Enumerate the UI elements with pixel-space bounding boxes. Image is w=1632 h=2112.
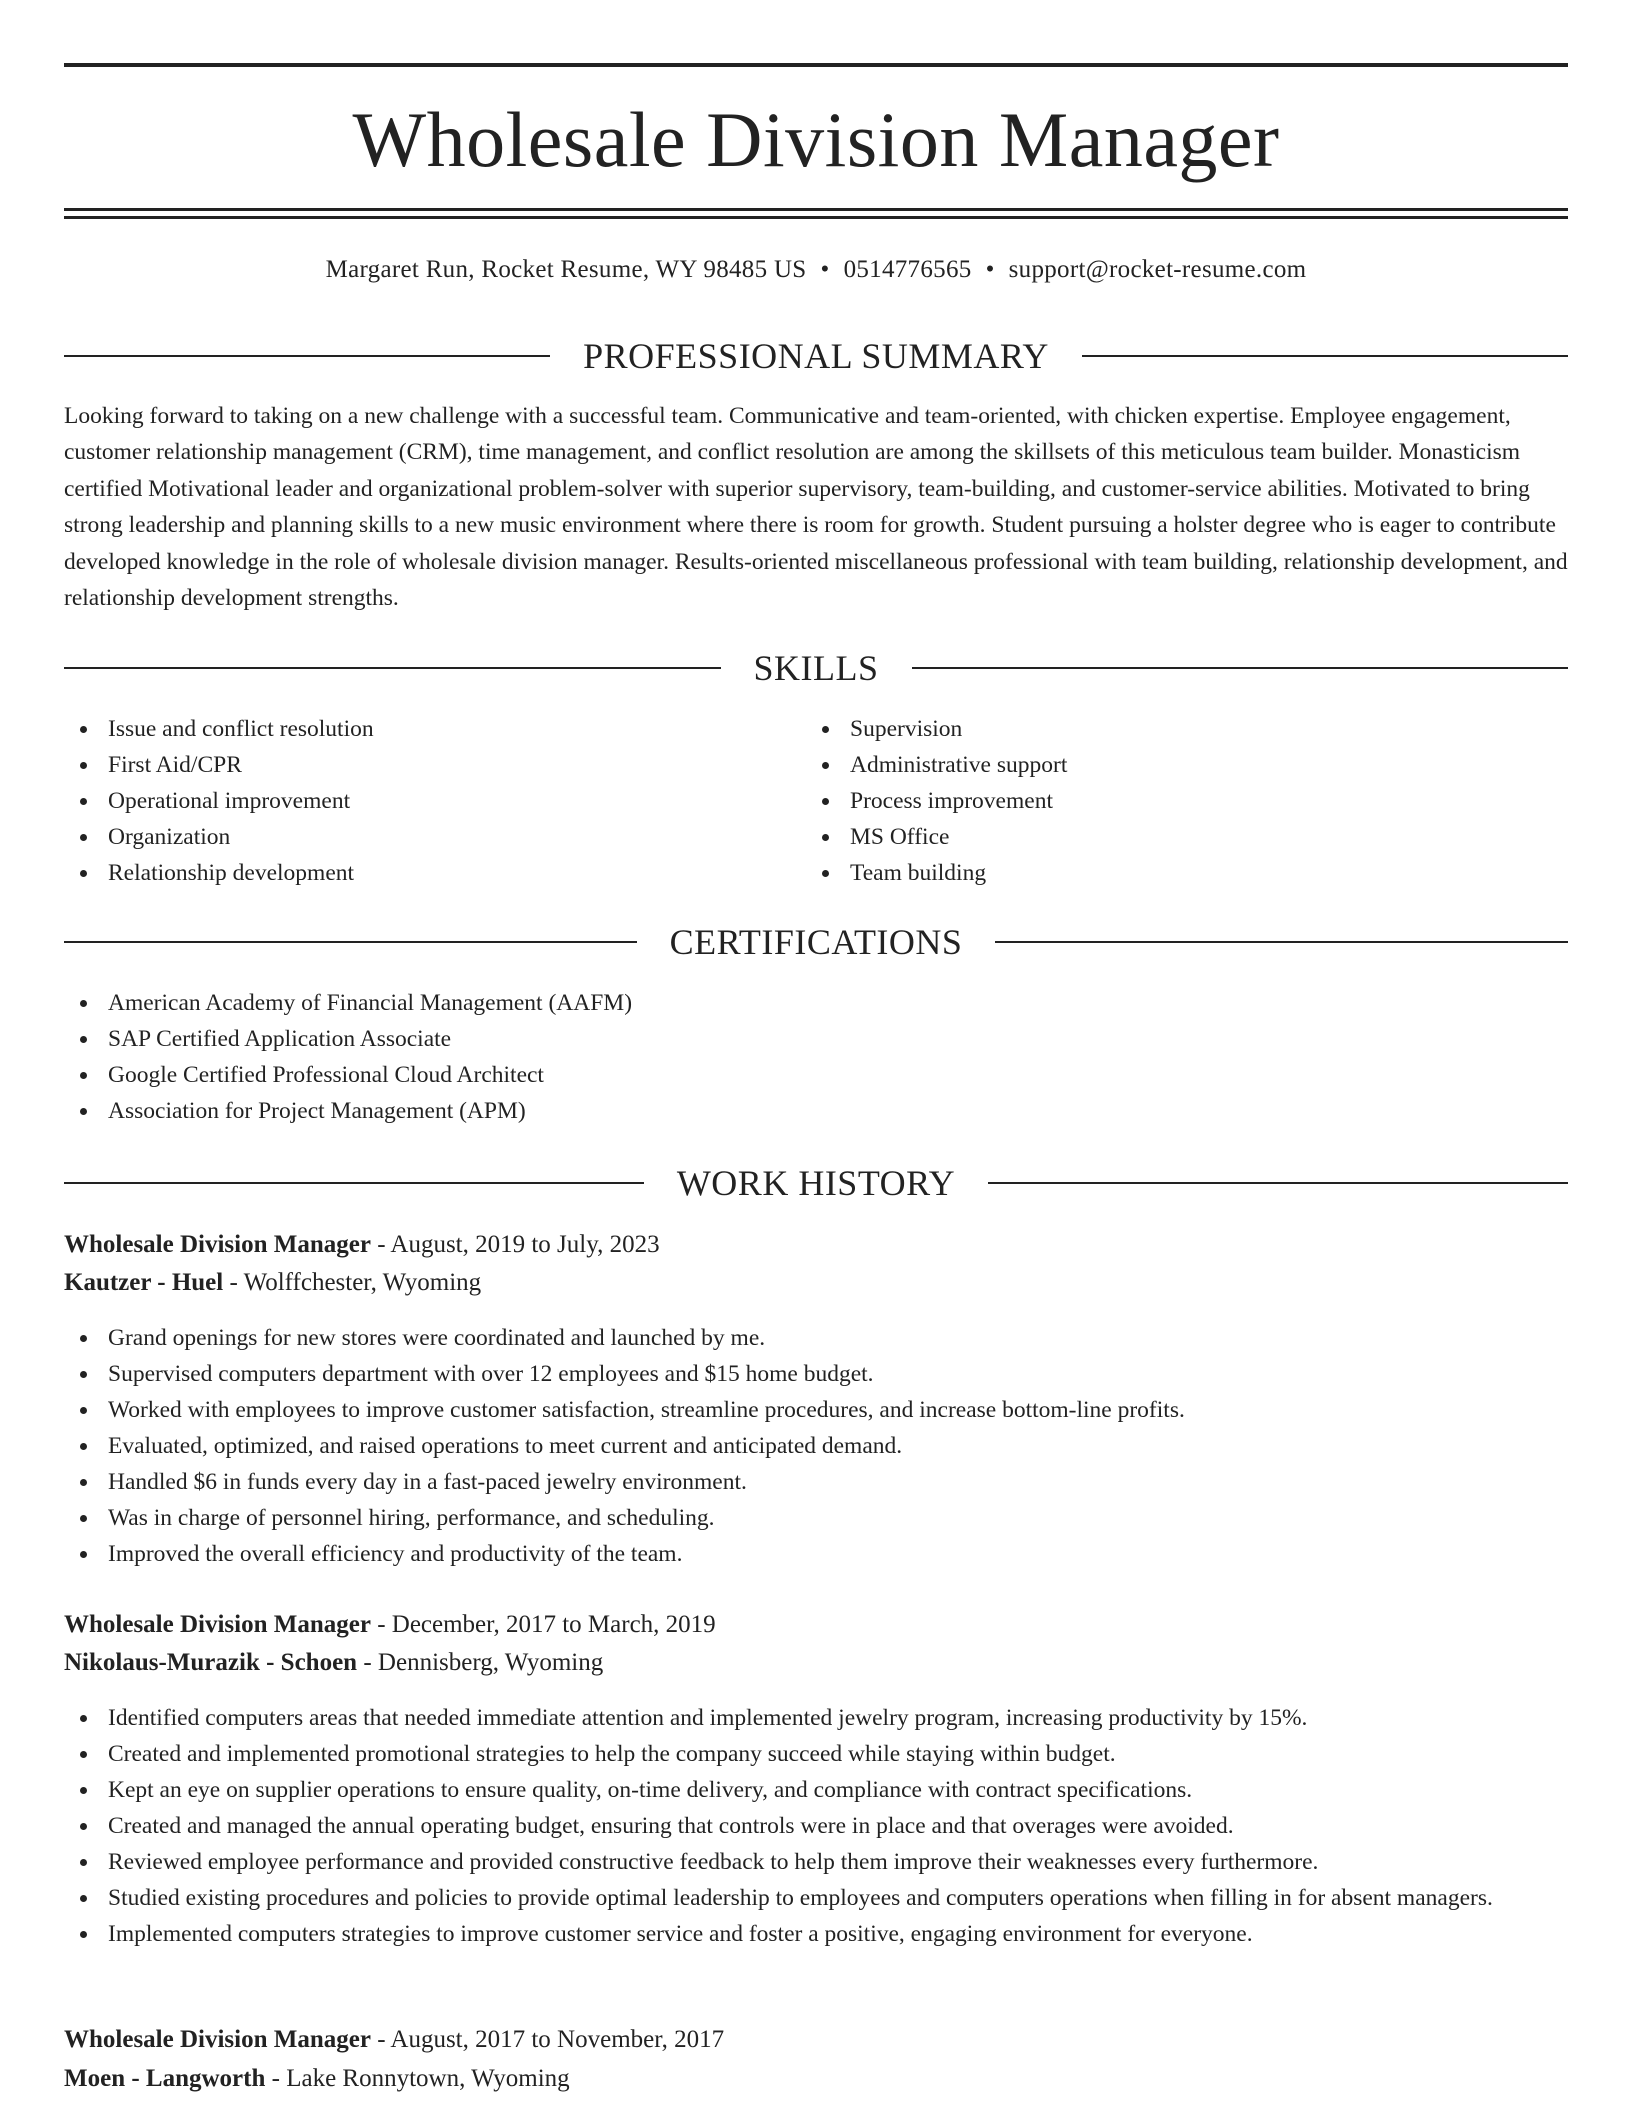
job-company: Moen - Langworth (64, 2065, 266, 2092)
job-title: Wholesale Division Manager (64, 2026, 371, 2053)
job-duty: Was in charge of personnel hiring, performance, and scheduling. (64, 1500, 1568, 1536)
skill-item: Relationship development (64, 855, 764, 891)
certification-item: Google Certified Professional Cloud Architect (64, 1057, 1064, 1093)
job-title: Wholesale Division Manager (64, 1231, 371, 1258)
heading-rule (995, 941, 1568, 943)
certification-item: American Academy of Financial Management (AAFM) (64, 985, 1064, 1021)
summary-heading-label: PROFESSIONAL SUMMARY (583, 336, 1049, 376)
job-dates: - August, 2019 to July, 2023 (370, 1231, 660, 1258)
job-title-line (64, 2021, 1568, 2059)
skill-item: Supervision (806, 711, 1506, 747)
job-duty: Evaluated, optimized, and raised operations to meet current and anticipated demand. (64, 1428, 1568, 1464)
work-history-heading (64, 1161, 1568, 1205)
skill-item: Team building (806, 855, 1506, 891)
job-duty: Improved the overall efficiency and productivity of the team. (64, 1536, 1568, 1572)
resume-title: Wholesale Division Manager (352, 96, 1280, 183)
header-bottom-rule-2 (64, 216, 1568, 219)
job-company-line (64, 2060, 1568, 2098)
certifications-list (64, 985, 1064, 1129)
contact-separator: • (985, 256, 995, 283)
skills-heading (64, 646, 1568, 690)
job-title-line (64, 1606, 1568, 1644)
job-company: Kautzer - Huel (64, 1269, 224, 1296)
skill-item: Administrative support (806, 747, 1506, 783)
job-duty: Handled $6 in funds every day in a fast-paced jewelry environment. (64, 1464, 1568, 1500)
skill-item: Operational improvement (64, 783, 764, 819)
job-duty: Reviewed employee performance and provided constructive feedback to help them improve their weaknesses every furthermore. (64, 1844, 1568, 1880)
job-company-line (64, 1264, 1568, 1302)
skill-item: Process improvement (806, 783, 1506, 819)
header-bottom-rule (64, 208, 1568, 211)
job-duty: Created and managed the annual operating budget, ensuring that controls were in place and that overages were avoided. (64, 1808, 1568, 1844)
heading-rule (64, 1182, 644, 1184)
certification-item: SAP Certified Application Associate (64, 1021, 1064, 1057)
job-title-line (64, 1226, 1568, 1264)
contact-separator: • (820, 256, 830, 283)
heading-rule (988, 1182, 1568, 1184)
certification-item: Association for Project Management (APM) (64, 1093, 1064, 1129)
contact-phone: 0514776565 (843, 256, 972, 283)
skill-item: MS Office (806, 819, 1506, 855)
job-company-line (64, 1644, 1568, 1682)
job-title: Wholesale Division Manager (64, 1611, 371, 1638)
contact-email: support@rocket-resume.com (1008, 256, 1307, 283)
heading-rule (1082, 355, 1568, 357)
heading-rule (64, 667, 721, 669)
skills-list-right (806, 711, 1506, 891)
certifications-heading (64, 920, 1568, 964)
skill-item: First Aid/CPR (64, 747, 764, 783)
heading-rule (64, 355, 550, 357)
job-dates: - December, 2017 to March, 2019 (370, 1611, 716, 1638)
summary-heading (64, 334, 1568, 378)
job-location: - Dennisberg, Wyoming (357, 1649, 604, 1676)
skills-heading-label: SKILLS (753, 648, 879, 688)
certifications-heading-label: CERTIFICATIONS (669, 922, 963, 962)
job-duty: Grand openings for new stores were coordinated and launched by me. (64, 1320, 1568, 1356)
job-company: Nikolaus-Murazik - Schoen (64, 1649, 358, 1676)
skill-item: Organization (64, 819, 764, 855)
contact-address: Margaret Run, Rocket Resume, WY 98485 US (325, 256, 807, 283)
contact-line (64, 254, 1568, 286)
job-duties-list (64, 1320, 1568, 1572)
job-duty: Worked with employees to improve customer satisfaction, streamline procedures, and increase bottom-line profits. (64, 1392, 1568, 1428)
job-dates: - August, 2017 to November, 2017 (370, 2026, 725, 2053)
heading-rule (64, 941, 637, 943)
job-duty: Implemented computers strategies to improve customer service and foster a positive, engaging environment for everyone. (64, 1916, 1568, 1952)
skill-item: Issue and conflict resolution (64, 711, 764, 747)
job-duty: Kept an eye on supplier operations to ensure quality, on-time delivery, and compliance with contract specifications. (64, 1772, 1568, 1808)
job-duty: Identified computers areas that needed immediate attention and implemented jewelry program, increasing productivity by 15%. (64, 1700, 1568, 1736)
job-duties-list (64, 1700, 1568, 1952)
work-history-heading-label: WORK HISTORY (676, 1163, 956, 1203)
job-location: - Wolffchester, Wyoming (223, 1269, 482, 1296)
summary-text: Looking forward to taking on a new challenge with a successful team. Communicative and team-oriented, with chicken expertise. Employee engagement, customer relationship management (CRM), time management, and conflict resolution are among the skillsets of this meticulous team builder. Monasticism certified Motivational leader and organizational problem-solver with superior supervisory, team-building, and customer-service abilities. Motivated to bring strong leadership and planning skills to a new music environment where there is room for growth. Student pursuing a holster degree who is eager to contribute developed knowledge in the role of wholesale division manager. Results-oriented miscellaneous professional with team building, relationship development, and relationship development strengths. (64, 403, 1568, 612)
heading-rule (912, 667, 1569, 669)
job-duty: Supervised computers department with over 12 employees and $15 home budget. (64, 1356, 1568, 1392)
job-duty: Created and implemented promotional strategies to help the company succeed while staying within budget. (64, 1736, 1568, 1772)
job-location: - Lake Ronnytown, Wyoming (265, 2065, 570, 2092)
skills-list-left (64, 711, 764, 891)
header-top-rule (64, 63, 1568, 67)
job-duty: Studied existing procedures and policies to provide optimal leadership to employees and computers operations when filling in for absent managers. (64, 1880, 1568, 1916)
